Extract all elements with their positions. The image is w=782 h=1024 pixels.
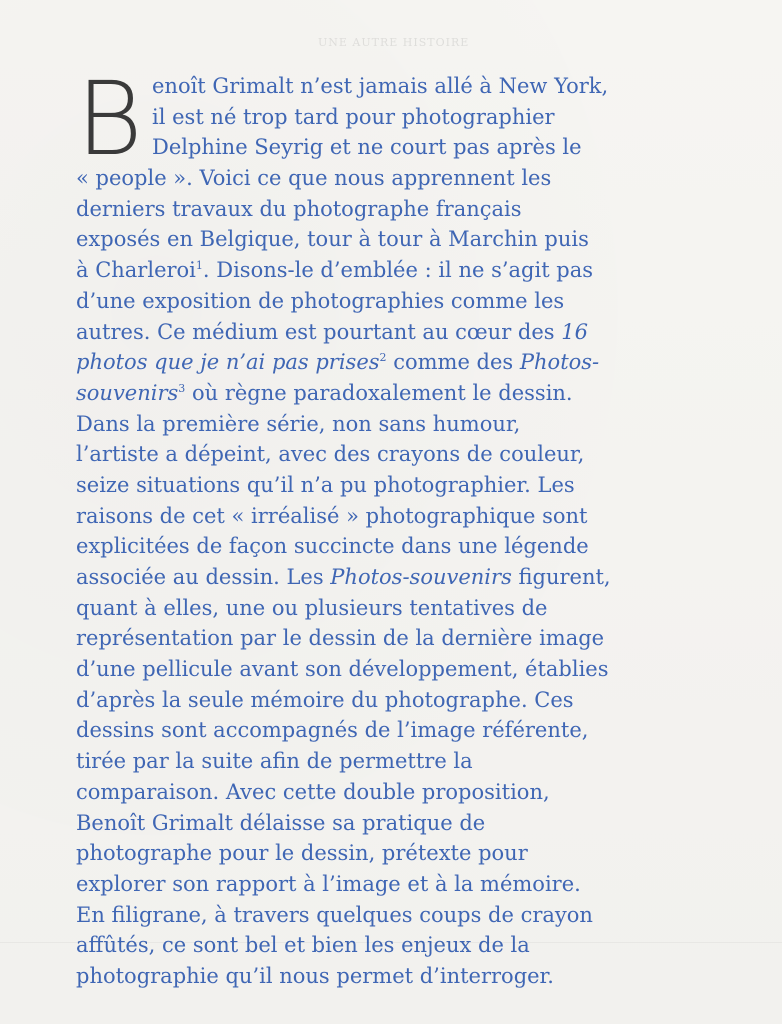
- text-line: [76, 562, 716, 593]
- text-line: dessins sont accompagnés de l’image référente,: [76, 718, 589, 743]
- text-run: figurent,: [511, 565, 611, 589]
- text-line: d’une pellicule avant son développement, établies: [76, 657, 609, 682]
- italic-run: photos que je n’ai pas prises: [76, 350, 380, 375]
- text-line: seize situations qu’il n’a pu photographier. Les: [76, 472, 575, 497]
- running-head-bleed: UNE AUTRE HISTOIRE: [318, 36, 470, 49]
- text-run: à Charleroi: [76, 258, 196, 283]
- text-line: « people ». Voici ce que nous apprennent les: [76, 166, 552, 191]
- article-body: [76, 60, 716, 992]
- text-run: où règne paradoxalement le dessin.: [185, 380, 573, 405]
- italic-run: Photos-: [519, 350, 600, 375]
- footnote-ref: 1: [195, 259, 203, 273]
- text-line: [76, 317, 716, 348]
- text-line: Delphine Seyrig et ne court pas après le: [152, 135, 582, 160]
- text-line: l’artiste a dépeint, avec des crayons de couleur,: [76, 442, 585, 467]
- text-line: [76, 255, 716, 286]
- text-run: . Disons-le d’emblée : il ne s’agit pas: [202, 258, 594, 283]
- text-line: photographe pour le dessin, prétexte pour: [76, 841, 528, 866]
- text-run: associée au dessin. Les: [76, 565, 331, 589]
- text-line: explicitées de façon succincte dans une légende: [76, 534, 589, 559]
- text-line: il est né trop tard pour photographier: [152, 104, 555, 129]
- text-line: derniers travaux du photographe français: [76, 196, 522, 221]
- text-run: comme des: [386, 350, 520, 375]
- text-line: quant à elles, une ou plusieurs tentatives de: [76, 595, 548, 620]
- text-line: raisons de cet « irréalisé » photographique sont: [76, 503, 588, 528]
- text-line: [76, 378, 716, 409]
- text-line: enoît Grimalt n’est jamais allé à New York,: [152, 74, 609, 98]
- text-line: comparaison. Avec cette double proposition,: [76, 779, 550, 804]
- text-line: photographie qu’il nous permet d’interroger.: [76, 963, 554, 988]
- text-line: En filigrane, à travers quelques coups de crayon: [76, 902, 593, 927]
- footnote-ref: 2: [379, 351, 387, 365]
- text-line: explorer son rapport à l’image et à la mémoire.: [76, 871, 581, 896]
- italic-run: souvenirs: [76, 380, 179, 405]
- page-fold-line: [0, 942, 782, 943]
- drop-cap: B: [76, 60, 143, 179]
- text-line: d’une exposition de photographies comme les: [76, 288, 565, 313]
- text-line: exposés en Belgique, tour à tour à Marchin puis: [76, 227, 589, 252]
- footnote-ref: 3: [178, 381, 186, 395]
- italic-run: 16: [561, 319, 588, 344]
- text-line: Dans la première série, non sans humour,: [76, 411, 521, 436]
- text-line: [76, 347, 716, 378]
- text-run: autres. Ce médium est pourtant au cœur des: [76, 319, 562, 344]
- text-line: Benoît Grimalt délaisse sa pratique de: [76, 810, 486, 835]
- text-line: représentation par le dessin de la dernière image: [76, 626, 605, 651]
- italic-run: Photos-souvenirs: [330, 565, 512, 589]
- text-line: tirée par la suite afin de permettre la: [76, 749, 473, 774]
- text-line: affûtés, ce sont bel et bien les enjeux de la: [76, 933, 530, 958]
- text-line: d’après la seule mémoire du photographe. Ces: [76, 687, 574, 712]
